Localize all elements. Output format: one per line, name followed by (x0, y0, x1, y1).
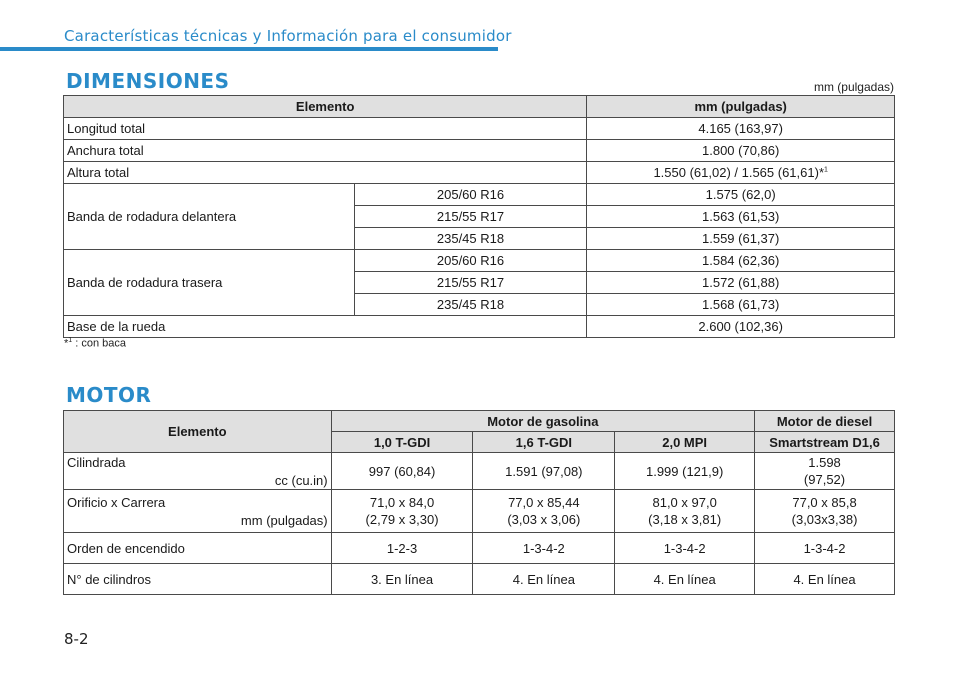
bore-label: Orificio x Carrera (67, 495, 166, 510)
row-value: 1.800 (70,86) (587, 140, 895, 162)
table-row (64, 250, 895, 272)
row-value: 4. En línea (473, 564, 615, 595)
table-row (64, 490, 895, 533)
dimensions-table (63, 95, 895, 338)
footnote-marker: 1 (824, 166, 828, 174)
row-value: 1.575 (62,0) (587, 184, 895, 206)
footnote-sup: 1 (68, 337, 73, 344)
row-label (64, 453, 332, 490)
footnote-star: * (64, 337, 69, 350)
row-value: 997 (60,84) (331, 453, 473, 490)
row-label: Orden de encendido (64, 533, 332, 564)
header-cell-diesel: Motor de diesel (755, 411, 895, 432)
row-label (64, 490, 332, 533)
table-row (64, 140, 895, 162)
row-label-front-track: Banda de rodadura delantera (64, 184, 355, 250)
value-line: (2,79 x 3,30) (365, 512, 439, 527)
header-cell-mm: mm (pulgadas) (587, 96, 895, 118)
table-row (64, 162, 895, 184)
height-value-text: 1.550 (61,02) / 1.565 (61,61)* (653, 165, 824, 180)
row-value (755, 453, 895, 490)
engine-header: Smartstream D1,6 (755, 432, 895, 453)
value-line: (3,03x3,38) (791, 512, 858, 527)
row-value (587, 162, 895, 184)
row-value: 1-2-3 (331, 533, 473, 564)
row-value: 1.572 (61,88) (587, 272, 895, 294)
header-cell-item: Elemento (64, 411, 332, 453)
engine-header: 2,0 MPI (615, 432, 755, 453)
displacement-unit: cc (cu.in) (274, 473, 328, 488)
engine-header: 1,6 T-GDI (473, 432, 615, 453)
row-label-rear-track: Banda de rodadura trasera (64, 250, 355, 316)
footnote (64, 337, 126, 350)
tire-size: 235/45 R18 (354, 294, 587, 316)
row-label: Longitud total (64, 118, 587, 140)
table-row (64, 564, 895, 595)
value-line: (3,18 x 3,81) (648, 512, 722, 527)
row-value: 4. En línea (615, 564, 755, 595)
dimensions-unit-note: mm (pulgadas) (813, 80, 894, 94)
row-value: 1-3-4-2 (755, 533, 895, 564)
header-rule (0, 47, 498, 51)
value-line: 1.598 (808, 455, 841, 470)
row-value (331, 490, 473, 533)
value-line: (3,03 x 3,06) (507, 512, 581, 527)
table-row (64, 184, 895, 206)
tire-size: 235/45 R18 (354, 228, 587, 250)
engine-header: 1,0 T-GDI (331, 432, 473, 453)
page-number: 8-2 (64, 630, 89, 648)
row-value (755, 490, 895, 533)
row-value: 4.165 (163,97) (587, 118, 895, 140)
motor-table (63, 410, 895, 595)
displacement-label: Cilindrada (67, 455, 126, 470)
value-line: (97,52) (803, 472, 846, 487)
table-header-row (64, 96, 895, 118)
bore-unit: mm (pulgadas) (240, 513, 328, 528)
motor-title: MOTOR (66, 383, 152, 407)
header-cell-gasoline: Motor de gasolina (331, 411, 754, 432)
row-label: Base de la rueda (64, 316, 587, 338)
tire-size: 215/55 R17 (354, 272, 587, 294)
value-line: 77,0 x 85,8 (792, 495, 857, 510)
row-value: 1-3-4-2 (473, 533, 615, 564)
row-value: 1.563 (61,53) (587, 206, 895, 228)
row-value (473, 490, 615, 533)
row-value: 1.999 (121,9) (615, 453, 755, 490)
header-cell-item: Elemento (64, 96, 587, 118)
value-line: 77,0 x 85,44 (508, 495, 580, 510)
row-value: 1.591 (97,08) (473, 453, 615, 490)
row-value (615, 490, 755, 533)
tire-size: 215/55 R17 (354, 206, 587, 228)
row-label: N° de cilindros (64, 564, 332, 595)
tire-size: 205/60 R16 (354, 250, 587, 272)
table-header-row (64, 411, 895, 432)
row-value: 1.559 (61,37) (587, 228, 895, 250)
row-value: 1.568 (61,73) (587, 294, 895, 316)
footnote-text: : con baca (72, 337, 127, 350)
dimensions-title: DIMENSIONES (66, 69, 230, 93)
row-label: Altura total (64, 162, 587, 184)
row-value: 1.584 (62,36) (587, 250, 895, 272)
tire-size: 205/60 R16 (354, 184, 587, 206)
row-value: 3. En línea (331, 564, 473, 595)
row-value: 1-3-4-2 (615, 533, 755, 564)
chapter-header-title: Características técnicas y Información para el consumidor (64, 27, 512, 45)
table-row (64, 118, 895, 140)
row-label: Anchura total (64, 140, 587, 162)
value-line: 81,0 x 97,0 (652, 495, 717, 510)
table-row (64, 453, 895, 490)
row-value: 2.600 (102,36) (587, 316, 895, 338)
value-line: 71,0 x 84,0 (369, 495, 435, 510)
table-row (64, 533, 895, 564)
row-value: 4. En línea (755, 564, 895, 595)
table-row (64, 316, 895, 338)
